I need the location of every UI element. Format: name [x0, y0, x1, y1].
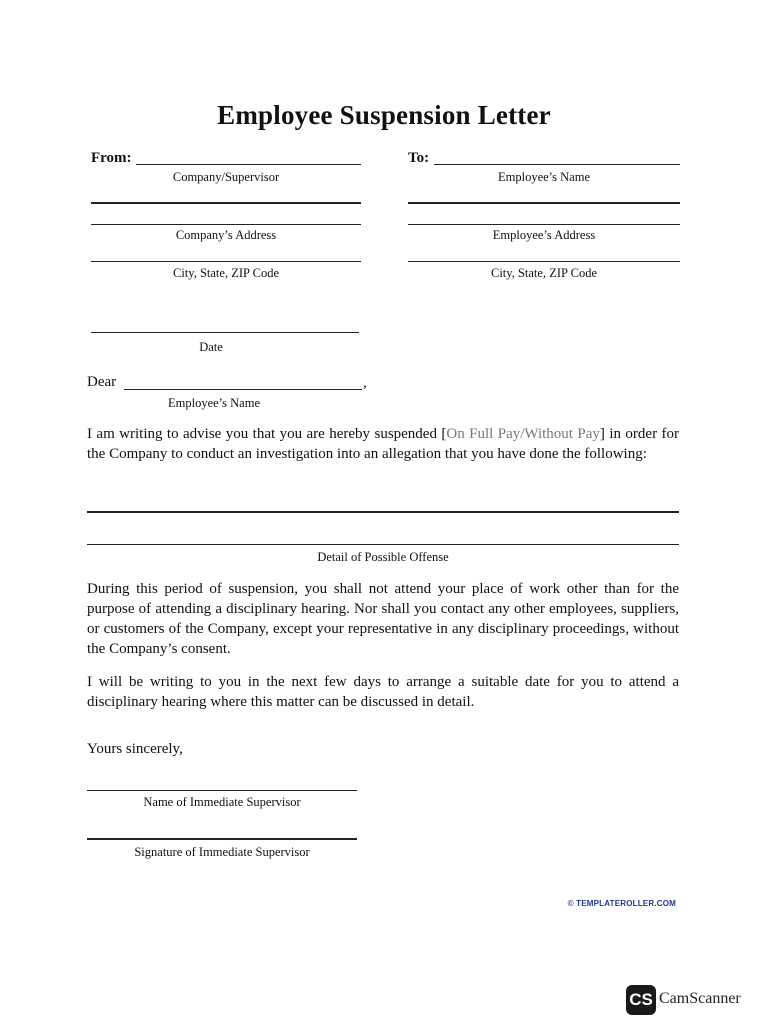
caption-employee-name-top: Employee’s Name: [498, 170, 590, 184]
caption-offense-detail: Detail of Possible Offense: [317, 550, 449, 564]
dear-name-line: [124, 389, 362, 390]
employee-city-line: [408, 261, 680, 262]
closing: Yours sincerely,: [87, 741, 183, 757]
para1-end: ] in order for the Company to conduct an investigation into an allegation that you have done the following:: [87, 426, 679, 462]
paragraph-hearing: I will be writing to you in the next few days to arrange a suitable date for you to attend a disciplinary hearing where this matter can be discussed in detail.: [87, 674, 679, 710]
caption-employee-name-dear: Employee’s Name: [168, 396, 260, 410]
paragraph-suspension-terms: During this period of suspension, you shall not attend your place of work other than for the purpose of attending a disciplinary hearing. Nor shall you contact any other employees, suppliers, or customers of the Company, except your representative in any disciplinary proceedings, without the Company’s consent.: [87, 581, 679, 657]
date-line: [91, 332, 359, 333]
caption-company-supervisor: Company/Supervisor: [172, 170, 280, 184]
camscanner-logo-icon: CS: [626, 985, 656, 1015]
to-label: To:: [408, 150, 430, 166]
supervisor-name-line: [87, 790, 357, 791]
caption-city-state-zip-left: City, State, ZIP Code: [172, 266, 279, 280]
dear-label: Dear: [87, 374, 117, 390]
offense-line-1: [87, 511, 679, 513]
caption-company-address: Company’s Address: [175, 228, 277, 242]
para1-start: I am writing to advise you that you are hereby suspended [: [87, 426, 447, 442]
dear-comma: ,: [363, 375, 367, 391]
offense-line-2: [87, 544, 679, 545]
caption-supervisor-signature: Signature of Immediate Supervisor: [134, 845, 310, 859]
paragraph-suspension-notice: [87, 424, 679, 464]
document-title: Employee Suspension Letter: [217, 100, 551, 130]
company-address-line-2: [91, 224, 361, 225]
caption-employee-address: Employee’s Address: [492, 228, 596, 242]
from-line: [136, 164, 361, 165]
to-line: [434, 164, 680, 165]
caption-date: Date: [199, 340, 223, 354]
caption-city-state-zip-right: City, State, ZIP Code: [490, 266, 597, 280]
camscanner-label: CamScanner: [659, 990, 741, 1007]
employee-address-line-1: [408, 202, 680, 204]
templateroller-brand: © TEMPLATEROLLER.COM: [567, 899, 676, 908]
from-label: From:: [91, 150, 132, 166]
company-city-line: [91, 261, 361, 262]
supervisor-signature-line: [87, 838, 357, 840]
caption-supervisor-name: Name of Immediate Supervisor: [143, 795, 301, 809]
pay-options: On Full Pay/Without Pay: [446, 426, 600, 442]
company-address-line-1: [91, 202, 361, 204]
employee-address-line-2: [408, 224, 680, 225]
